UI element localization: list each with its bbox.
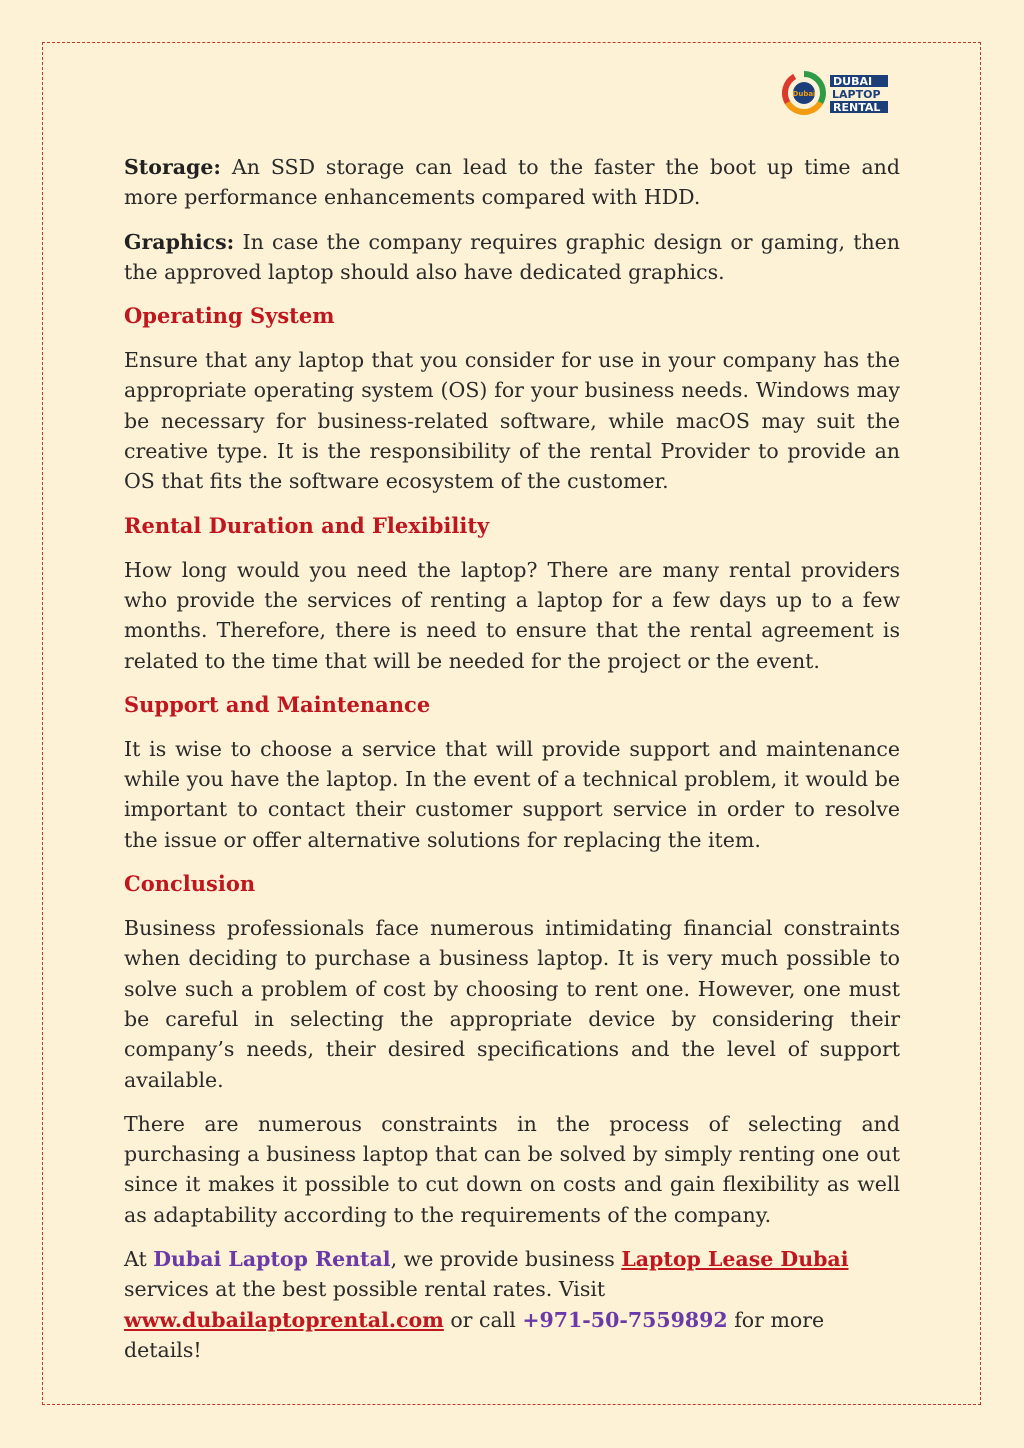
dubai-laptop-rental-logo xyxy=(782,70,892,116)
cta-mid3: or call xyxy=(443,1307,523,1332)
storage-text: An SSD storage can lead to the faster the boot up time and more performance enhancements compared with HDD. xyxy=(124,155,900,210)
cta-mid1: , we provide business xyxy=(390,1247,622,1272)
laptop-lease-dubai-link[interactable]: Laptop Lease Dubai xyxy=(621,1247,849,1272)
logo-badge-text: Dubai xyxy=(792,90,816,98)
cta-paragraph xyxy=(124,1244,900,1365)
support-heading: Support and Maintenance xyxy=(124,691,431,717)
conclusion-paragraph-1: Business professionals face numerous intimidating financial constraints when deciding to purchase a business laptop. It is very much possible to solve such a problem of cost by choosing to rent one. However, one must be careful in selecting the appropriate device by considering their company’s needs, their desired specifications and the level of support available. xyxy=(124,916,900,1092)
logo-line2: LAPTOP xyxy=(832,88,881,101)
document-body xyxy=(124,152,900,1379)
brand-name: Dubai Laptop Rental xyxy=(153,1247,391,1272)
conclusion-heading: Conclusion xyxy=(124,871,256,897)
graphics-label: Graphics: xyxy=(124,229,235,254)
graphics-paragraph xyxy=(124,227,900,288)
rental-paragraph: How long would you need the laptop? There are many rental providers who provide the services of renting a laptop for a few days up to a few months. Therefore, there is need to ensure that the rental agreement is related to the time that will be needed for the project or the event. xyxy=(124,557,900,673)
rental-heading: Rental Duration and Flexibility xyxy=(124,512,490,538)
cta-mid2: services at the best possible rental rates. Visit xyxy=(124,1277,606,1302)
cta-suffix: for more details! xyxy=(124,1307,825,1362)
conclusion-paragraph-2: There are numerous constraints in the process of selecting and purchasing a business laptop that can be solved by simply renting one out since it makes it possible to cut down on costs and gain flexibility as well as adaptability according to the requirements of the company. xyxy=(124,1111,900,1227)
phone-number: +971-50-7559892 xyxy=(522,1307,728,1332)
cta-prefix: At xyxy=(124,1247,154,1272)
os-heading: Operating System xyxy=(124,303,335,329)
storage-label: Storage: xyxy=(124,155,221,179)
website-link[interactable]: www.dubailaptoprental.com xyxy=(124,1307,444,1332)
logo-line1: DUBAI xyxy=(833,75,873,88)
support-paragraph: It is wise to choose a service that will provide support and maintenance while you have the laptop. In the event of a technical problem, it would be important to contact their customer support service in order to resolve the issue or offer alternative solutions for replacing the item. xyxy=(124,736,900,852)
storage-paragraph xyxy=(124,152,900,213)
os-paragraph: Ensure that any laptop that you consider for use in your company has the appropriate operating system (OS) for your business needs. Windows may be necessary for business-related software, while macOS may suit the creative type. It is the responsibility of the rental Provider to provide an OS that fits the software ecosystem of the customer. xyxy=(124,348,900,494)
logo-line3: RENTAL xyxy=(833,101,881,114)
graphics-text: In case the company requires graphic design or gaming, then the approved laptop should also have dedicated graphics. xyxy=(124,229,900,284)
